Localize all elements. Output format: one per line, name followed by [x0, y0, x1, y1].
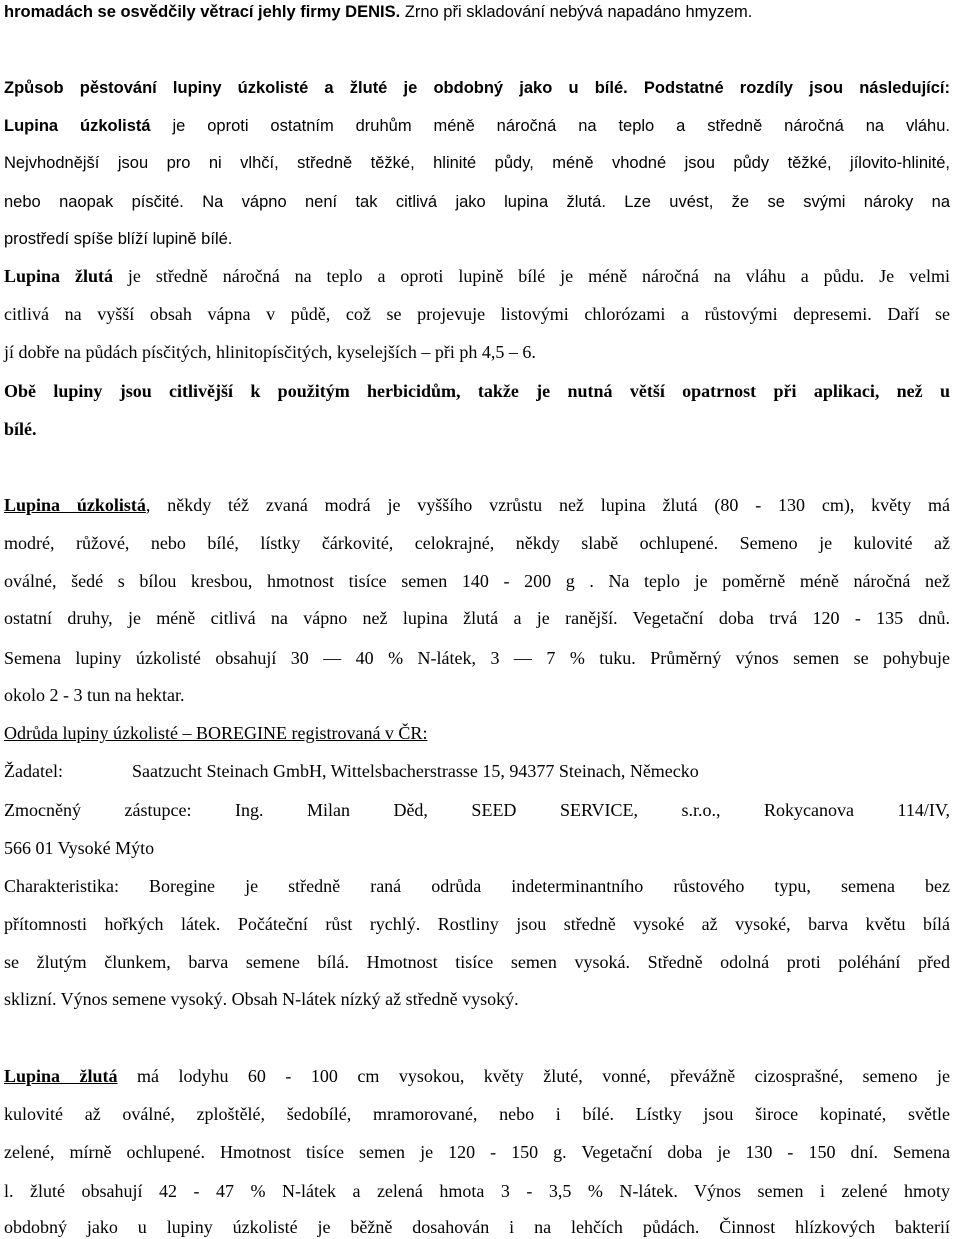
text-line: Semena lupiny úzkolisté obsahují 30 — 40 % N-látek, 3 — 7 % tuku. Průměrný výnos semen se pohybuje	[4, 648, 950, 668]
text-line: modré, růžové, nebo bílé, lístky čárkovité, celokrajné, někdy slabě ochlupené. Semeno je kulovité až	[4, 533, 950, 553]
text-line: se žlutým člunkem, barva semene bílá. Hmotnost tisíce semen vysoká. Středně odolná proti poléhání před	[4, 952, 950, 972]
text-line: Lupina žlutá má lodyhu 60 - 100 cm vysokou, květy žluté, vonné, převážně cizosprašné, semeno je	[4, 1066, 950, 1086]
text-line: hromadách se osvědčily větrací jehly firmy DENIS. Zrno při skladování nebývá napadáno hmyzem.	[4, 3, 753, 21]
text-line: okolo 2 - 3 tun na hektar.	[4, 685, 185, 705]
text-line: oválné, šedé s bílou kresbou, hmotnost tisíce semen 140 - 200 g . Na teplo je poměrně méně náročná než	[4, 571, 950, 591]
text-line: Lupina úzkolistá je oproti ostatním druhům méně náročná na teplo a středně náročná na vláhu.	[4, 117, 950, 135]
text-line: Zmocněný zástupce: Ing. Milan Děd, SEED SERVICE, s.r.o., Rokycanova 114/IV,	[4, 800, 950, 820]
text-line: Charakteristika: Boregine je středně raná odrůda indeterminantního růstového typu, semena bez	[4, 876, 950, 896]
text-line: citlivá na vyšší obsah vápna v půdě, což se projevuje listovými chlorózami a růstovými depresemi. Daří se	[4, 304, 950, 324]
text-line: Žadatel: Saatzucht Steinach GmbH, Wittelsbacherstrasse 15, 94377 Steinach, Německo	[4, 761, 699, 781]
text-line: Lupina úzkolistá, někdy též zvaná modrá je vyššího vzrůstu než lupina žlutá (80 - 130 cm), květy má	[4, 495, 950, 515]
text-line: přítomnosti hořkých látek. Počáteční růst rychlý. Rostliny jsou středně vysoké až vysoké, barva květu bílá	[4, 914, 950, 934]
text-line: bílé.	[4, 419, 37, 439]
text-line: zelené, mírně ochlupené. Hmotnost tisíce semen je 120 - 150 g. Vegetační doba je 130 - 150 dní. Semena	[4, 1142, 950, 1162]
text-line: Obě lupiny jsou citlivější k použitým herbicidům, takže je nutná větší opatrnost při aplikaci, než u	[4, 381, 950, 401]
text-line: 566 01 Vysoké Mýto	[4, 838, 155, 858]
text-line: Způsob pěstování lupiny úzkolisté a žluté je obdobný jako u bílé. Podstatné rozdíly jsou následující:	[4, 79, 950, 97]
text-line: jí dobře na půdách písčitých, hlinitopísčitých, kyselejších – při ph 4,5 – 6.	[4, 342, 536, 362]
text-line: prostředí spíše blíží lupině bílé.	[4, 230, 233, 248]
text-line: Lupina žlutá je středně náročná na teplo a oproti lupině bílé je méně náročná na vláhu a půdu. Je velmi	[4, 266, 950, 286]
text-line: Nejvhodnější jsou pro ni vlhčí, středně těžké, hlinité půdy, méně vhodné jsou půdy těžké, jílovito-hlinité,	[4, 154, 950, 172]
text-line: ostatní druhy, je méně citlivá na vápno než lupina žlutá a je ranější. Vegetační doba trvá 120 - 135 dnů.	[4, 608, 950, 628]
text-line: sklizní. Výnos semene vysoký. Obsah N-látek nízký až středně vysoký.	[4, 989, 519, 1009]
text-line: nebo naopak písčité. Na vápno není tak citlivá jako lupina žlutá. Lze uvést, že se svými nároky na	[4, 193, 951, 211]
text-line: l. žluté obsahují 42 - 47 % N-látek a zelená hmota 3 - 3,5 % N-látek. Výnos semen i zelené hmoty	[4, 1181, 950, 1201]
text-line: kulovité až oválné, zploštělé, šedobílé, mramorované, nebo i bílé. Lístky jsou široce kopinaté, světle	[4, 1104, 950, 1124]
section-heading: Odrůda lupiny úzkolisté – BOREGINE registrovaná v ČR:	[4, 723, 428, 743]
text-line: obdobný jako u lupiny úzkolisté je běžně dosahován i na lehčích půdách. Činnost hlízkových bakterií	[4, 1217, 950, 1237]
